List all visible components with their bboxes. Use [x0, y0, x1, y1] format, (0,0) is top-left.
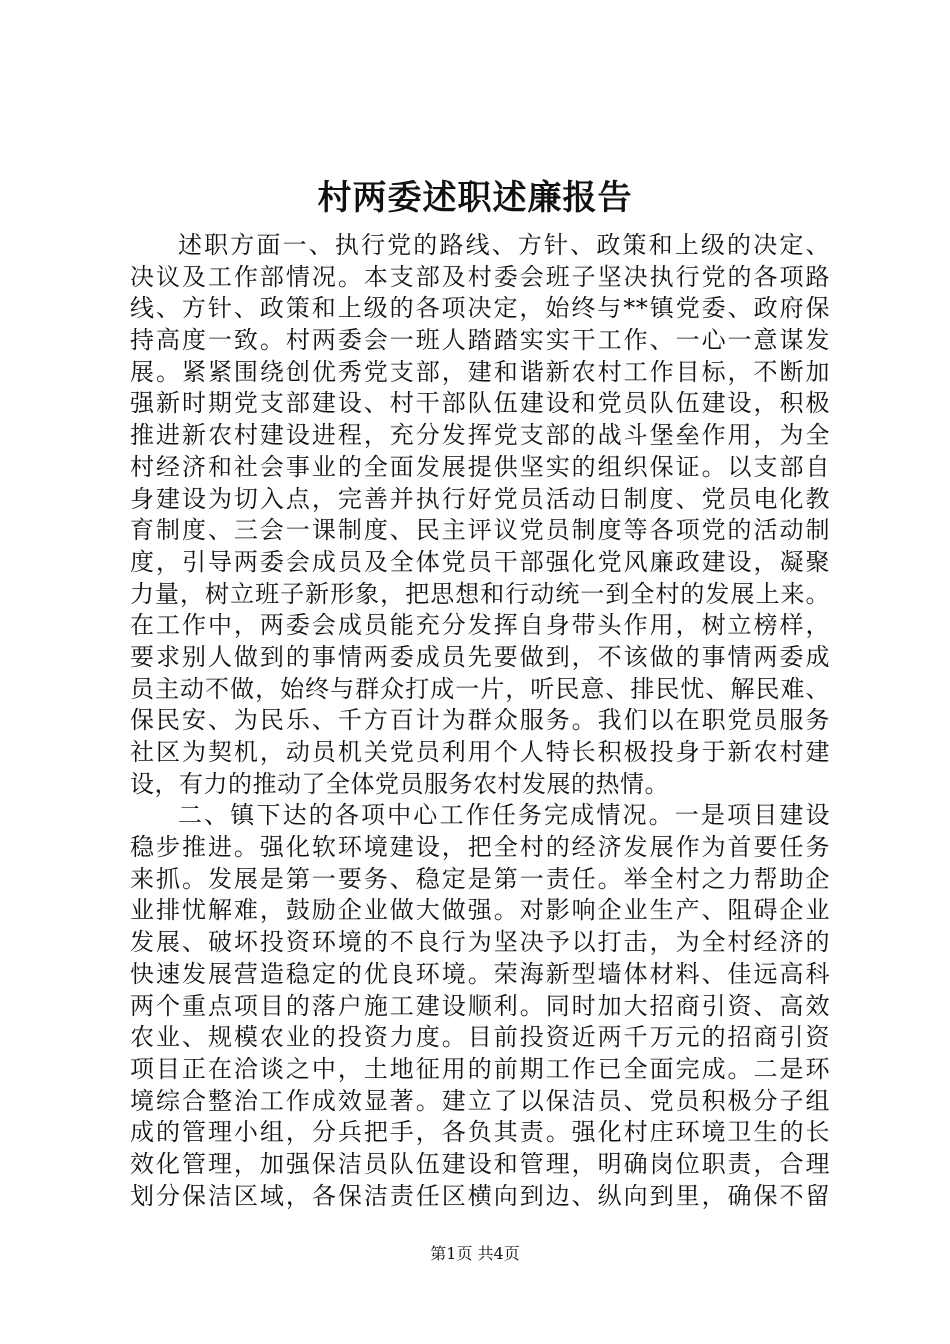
text-line: 要求别人做到的事情两委成员先要做到，不该做的事情两委成: [130, 642, 830, 671]
text-line: 员主动不做，始终与群众打成一片，听民意、排民忧、解民难、: [130, 674, 830, 703]
text-line: 两个重点项目的落户施工建设顺利。同时加大招商引资、高效: [130, 991, 830, 1020]
text-line: 业排忧解难，鼓励企业做大做强。对影响企业生产、阻碍企业: [130, 896, 830, 925]
text-line: 设，有力的推动了全体党员服务农村发展的热情。: [130, 769, 669, 798]
text-line: 发展、破坏投资环境的不良行为坚决予以打击，为全村经济的: [130, 928, 830, 957]
text-line: 强新时期党支部建设、村干部队伍建设和党员队伍建设，积极: [130, 389, 830, 418]
text-line: 社区为契机，动员机关党员利用个人特长积极投身于新农村建: [130, 738, 830, 766]
text-line: 推进新农村建设进程，充分发挥党支部的战斗堡垒作用，为全: [130, 421, 830, 450]
document-body: [130, 230, 830, 1212]
text-line: 保民安、为民乐、千方百计为群众服务。我们以在职党员服务: [130, 706, 830, 735]
text-line: 持高度一致。村两委会一班人踏踏实实干工作、一心一意谋发: [130, 326, 830, 355]
text-line: 在工作中，两委会成员能充分发挥自身带头作用，树立榜样，: [130, 611, 830, 640]
text-line: 度，引导两委会成员及全体党员干部强化党风廉政建设，凝聚: [130, 547, 830, 576]
text-line: 力量，树立班子新形象，把思想和行动统一到全村的发展上来。: [130, 579, 830, 608]
text-line: 快速发展营造稳定的优良环境。荣海新型墙体材料、佳远高科: [130, 959, 830, 988]
text-line: 决议及工作部情况。本支部及村委会班子坚决执行党的各项路: [130, 262, 830, 291]
text-line: 展。紧紧围绕创优秀党支部，建和谐新农村工作目标，不断加: [130, 357, 830, 386]
text-line: 述职方面一、执行党的路线、方针、政策和上级的决定、: [178, 231, 830, 259]
page-footer: 第1页 共4页: [430, 1244, 520, 1263]
text-line: 二、镇下达的各项中心工作任务完成情况。一是项目建设: [178, 801, 830, 830]
text-line: 村经济和社会事业的全面发展提供坚实的组织保证。以支部自: [130, 452, 830, 481]
text-line: 线、方针、政策和上级的各项决定，始终与**镇党委、政府保: [130, 294, 830, 323]
text-line: 稳步推进。强化软环境建设，把全村的经济发展作为首要任务: [130, 833, 830, 862]
text-line: 效化管理，加强保洁员队伍建设和管理，明确岗位职责，合理: [130, 1149, 830, 1178]
text-line: 育制度、三会一课制度、民主评议党员制度等各项党的活动制: [130, 516, 830, 545]
text-line: 成的管理小组，分兵把手，各负其责。强化村庄环境卫生的长: [130, 1118, 830, 1147]
text-line: 项目正在洽谈之中，土地征用的前期工作已全面完成。二是环: [130, 1054, 830, 1083]
text-line: 来抓。发展是第一要务、稳定是第一责任。举全村之力帮助企: [130, 864, 830, 893]
document-title: 村两委述职述廉报告: [317, 178, 633, 218]
text-line: 身建设为切入点，完善并执行好党员活动日制度、党员电化教: [130, 484, 830, 513]
text-line: 划分保洁区域，各保洁责任区横向到边、纵向到里，确保不留: [130, 1181, 830, 1210]
text-line: 境综合整治工作成效显著。建立了以保洁员、党员积极分子组: [130, 1086, 830, 1115]
text-line: 农业、规模农业的投资力度。目前投资近两千万元的招商引资: [130, 1023, 830, 1052]
